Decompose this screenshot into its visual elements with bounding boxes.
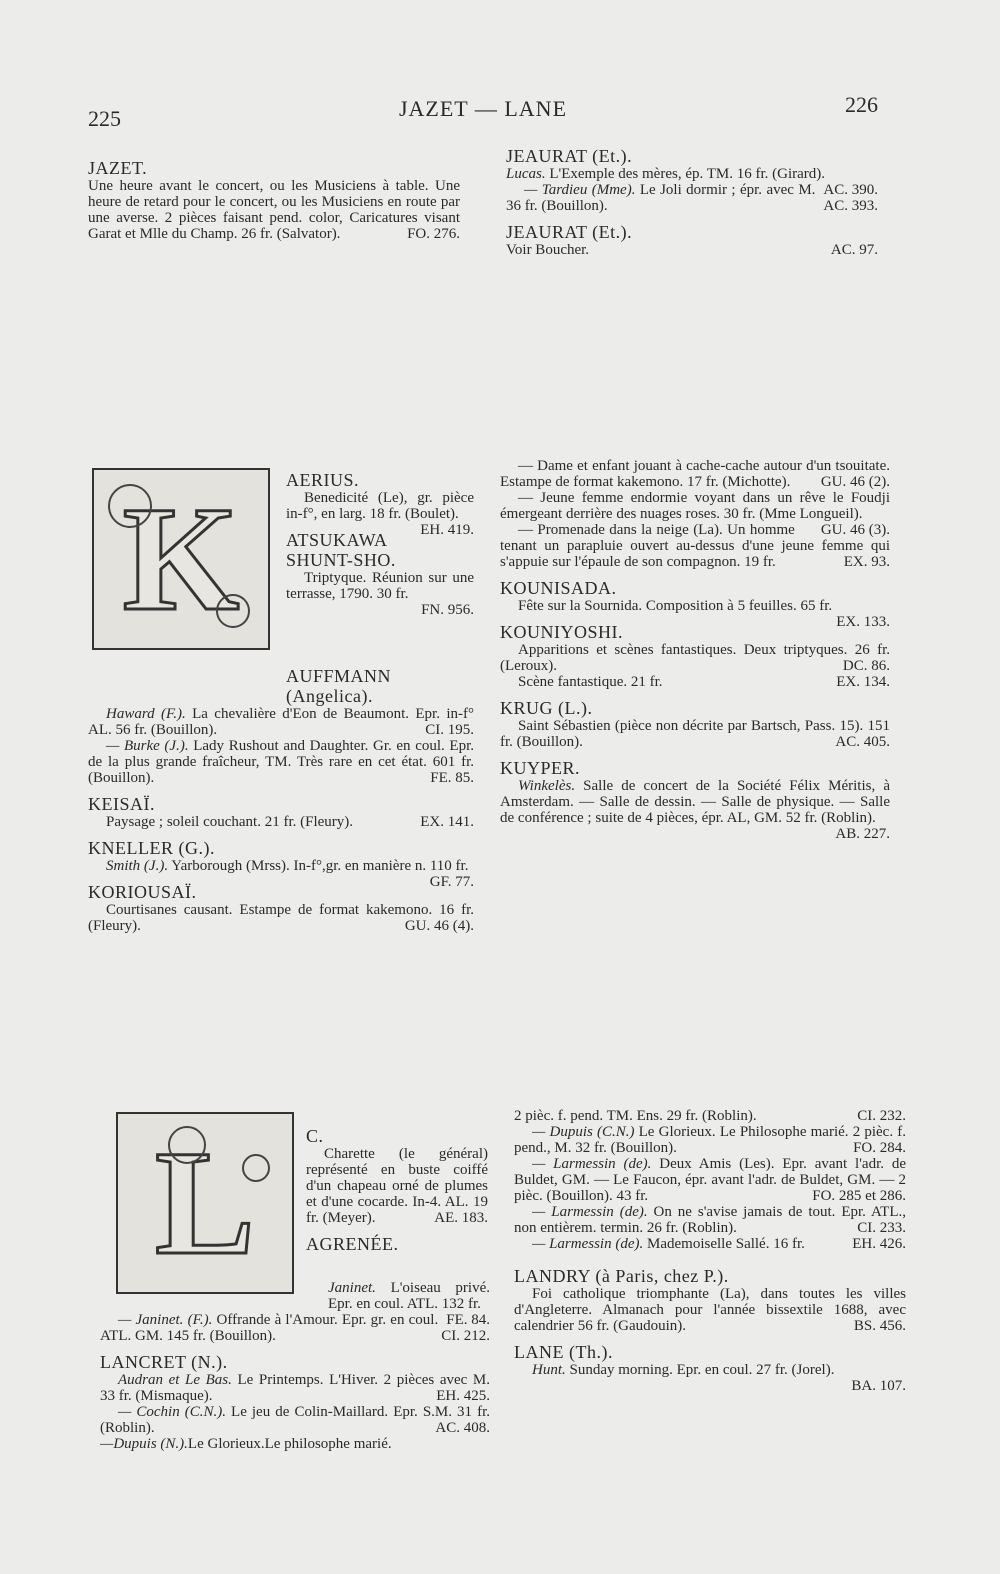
entry-text: — Dupuis (C.N.) Le Glorieux. Le Philosophe marié. 2 pièc. f. pend., M. 32 fr. (Bouillon). FO. 284. [514, 1124, 906, 1156]
entry-text: Benedicité (Le), gr. pièce in-f°, en larg. 18 fr. (Boulet). EH. 419. [286, 490, 474, 538]
entry-text: Haward (F.). La chevalière d'Eon de Beaumont. Epr. in-f° AL. 56 fr. (Bouillon). CI. 195. [88, 706, 474, 738]
ornamental-initial-l [116, 1112, 294, 1294]
entry-name: KRUG (L.). [500, 698, 593, 718]
entry-text: — Larmessin (de). Mademoiselle Sallé. 16 fr. EH. 426. [532, 1236, 906, 1252]
entry-text: — Jeune femme endormie voyant dans un rêve le Foudji émergeant derrière des nuages roses. 30 fr. (Mme Longueil). GU. 46 (3). [500, 490, 890, 538]
entry-name: AERIUS. [286, 470, 360, 490]
entry-text: — Larmessin (de). On ne s'avise jamais de tout. Epr. ATL., non entièrem. termin. 26 fr. (Roblin). CI. 233. [514, 1204, 907, 1236]
entry-name: KUYPER. [500, 758, 581, 778]
entry-text: Winkelès. Salle de concert de la Société Félix Méritis, à Amsterdam. — Salle de dessin. — Salle de physique. — Salle de conférence ; suite de 4 pièces, épr. AL, GM. 52 fr. (Roblin). AB. 227. [500, 778, 890, 842]
entry-text: — Larmessin (de). Deux Amis (Les). Epr. avant l'adr. de Buldet, GM. — Le Faucon, épr. avant l'adr. de Buldet, GM. — 2 pièc. (Bouillon). 43 fr. FO. 285 et 286. [514, 1156, 906, 1204]
page-number-left: 225 [88, 106, 121, 131]
entry-text: Smith (J.). Yarborough (Mrss). In-f°,gr. en manière n. 110 fr. GF. 77. [106, 858, 474, 890]
entry-text: Lucas. L'Exemple des mères, ép. TM. 16 fr. (Girard). AC. 390. [506, 166, 878, 198]
entry-name: KOUNIYOSHI. [500, 622, 623, 642]
entry-text: Une heure avant le concert, ou les Musiciens à table. Une heure de retard pour le concert, ou les Musiciens en route par une averse. 2 pièces faisant pend. color, Caricatures visant Garat et Mlle du Champ. 26 fr. (Salvator). FO. 276. [88, 178, 460, 242]
entry-text: — Promenade dans la neige (La). Un homme tenant un parapluie ouvert au-dessus d'une jeune femme qui s'appuie sur l'épaule de son compagnon. 19 fr. EX. 93. [500, 522, 890, 570]
ornamental-initial-k [92, 468, 270, 650]
dropcap-letter: K [122, 476, 240, 642]
entry-name: JAZET. [88, 158, 148, 178]
entry-name: LANDRY (à Paris, chez P.). [514, 1266, 729, 1286]
entry-text: Triptyque. Réunion sur une terrasse, 1790. 30 fr. FN. 956. [286, 570, 474, 618]
entry-name: ATSUKAWA SHUNT-SHO. [286, 530, 396, 570]
block3-left-top [306, 1126, 488, 1254]
running-title: JAZET — LANE [398, 96, 568, 121]
entry-text: Foi catholique triomphante (La), dans toutes les villes d'Angleterre. Almanach pour l'année bissextile 1688, avec calendrier 56 fr. (Gaudouin). BS. 456. [514, 1286, 906, 1334]
ornament-flower-icon [242, 1154, 270, 1182]
entry-name: KEISAÏ. [88, 794, 155, 814]
entry-text: Charette (le général) représenté en buste coiffé d'un chapeau orné de plumes et d'une cocarde. In-4. AL. 19 fr. (Meyer). AE. 183. [306, 1146, 488, 1226]
entry-name: LANE (Th.). [514, 1342, 613, 1362]
entry-text: — Cochin (C.N.). Le jeu de Colin-Maillard. Epr. S.M. 31 fr. (Roblin). AC. 408. [100, 1404, 490, 1436]
entry-name: JEAURAT (Et.). [506, 146, 633, 166]
entry-text: Fête sur la Sournida. Composition à 5 feuilles. 65 fr. EX. 133. [518, 598, 890, 630]
entry-text: Apparitions et scènes fantastiques. Deux triptyques. 26 fr. (Leroux). DC. 86. [500, 642, 890, 674]
entry-text: Paysage ; soleil couchant. 21 fr. (Fleury). EX. 141. [106, 814, 474, 830]
ornament-flourish-icon [108, 484, 152, 528]
entry-name: AGRENÉE. [306, 1234, 399, 1254]
entry-text: Courtisanes causant. Estampe de format kakemono. 16 fr. (Fleury). GU. 46 (4). [88, 902, 474, 934]
entry-text: Janinet. L'oiseau privé. Epr. en coul. ATL. 132 fr. FE. 84. [328, 1280, 490, 1328]
entry-name: KOUNISADA. [500, 578, 617, 598]
entry-text: — Janinet. (F.). Offrande à l'Amour. Epr. gr. en coul. ATL. GM. 145 fr. (Bouillon). CI. 212. [100, 1312, 490, 1344]
block3-right-column [514, 1108, 906, 1394]
entry-text: — Tardieu (Mme). Le Joli dormir ; épr. avec M. 36 fr. (Bouillon). AC. 393. [506, 182, 878, 214]
entry-text: Saint Sébastien (pièce non décrite par Bartsch, Pass. 15). 151 fr. (Bouillon). AC. 405. [500, 718, 890, 750]
entry-text: —Dupuis (N.).Le Glorieux.Le philosophe marié. [100, 1436, 392, 1452]
entry-text: Hunt. Sunday morning. Epr. en coul. 27 fr. (Jorel). BA. 107. [532, 1362, 906, 1394]
block1-right-column [506, 146, 878, 258]
block2-left-top [286, 470, 474, 618]
page-number-right: 226 [845, 92, 878, 117]
block1-left-column [88, 158, 460, 242]
dropcap-letter: L [154, 1120, 256, 1286]
entry-name: C. [306, 1126, 324, 1146]
entry-text: Voir Boucher. AC. 97. [506, 242, 878, 258]
block2-right-column [500, 458, 890, 842]
entry-name: JEAURAT (Et.). [506, 222, 633, 242]
entry-name: LANCRET (N.). [100, 1352, 228, 1372]
block3-left-column [100, 1280, 490, 1452]
entry-name: KORIOUSAÏ. [88, 882, 197, 902]
entry-text: — Dame et enfant jouant à cache-cache autour d'un tsouitate. Estampe de format kakemono. 17 fr. (Michotte). GU. 46 (2). [500, 458, 890, 490]
entry-text: Scène fantastique. 21 fr. EX. 134. [518, 674, 890, 690]
ornament-serpent-icon [168, 1126, 206, 1164]
entry-name: KNELLER (G.). [88, 838, 215, 858]
running-head [88, 92, 878, 132]
block2-left-column [88, 666, 474, 934]
entry-text: — Burke (J.). Lady Rushout and Daughter. Gr. en coul. Epr. de la plus grande fraîcheur, TM. Très rare en cet état. 601 fr. (Bouillon). FE. 85. [88, 738, 474, 786]
ornament-flourish-icon [216, 594, 250, 628]
entry-name: AUFFMANN (Angelica). [286, 666, 392, 706]
entry-text: 2 pièc. f. pend. TM. Ens. 29 fr. (Roblin). CI. 232. [514, 1108, 906, 1124]
entry-text: Audran et Le Bas. Le Printemps. L'Hiver. 2 pièces avec M. 33 fr. (Mismaque). EH. 425. [100, 1372, 490, 1404]
entry-ref: FO. 276. [407, 226, 460, 242]
